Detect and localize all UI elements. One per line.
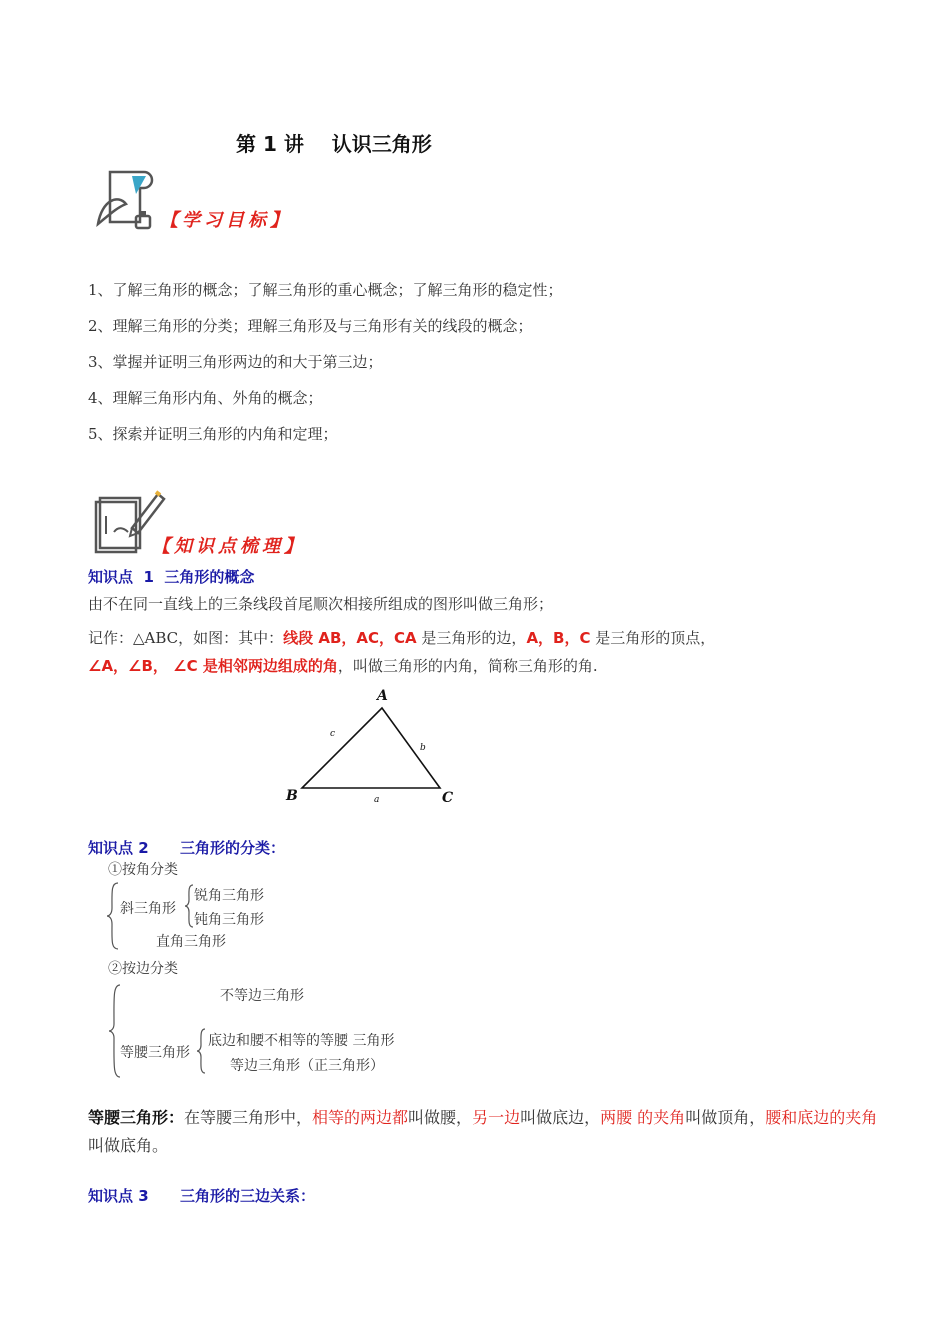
- brace-side-inner: [196, 1028, 206, 1074]
- by-side-label: ②按边分类: [108, 961, 178, 977]
- note-text: 记作：△ABC，如图：其中：: [88, 629, 284, 647]
- note-angles: ∠A，∠B， ∠C 是相邻两边组成的角: [88, 657, 338, 675]
- triangle-figure: [276, 684, 466, 808]
- iso-vertex-angle-term: 两腰 的夹角: [600, 1108, 686, 1127]
- acute-label: 锐角三角形: [194, 888, 264, 904]
- equilateral-label: 等边三角形（正三角形）: [230, 1058, 384, 1074]
- goal-item: 5、探索并证明三角形的内角和定理；: [88, 425, 338, 443]
- scroll-quill-icon: [92, 164, 162, 234]
- brace-angle-inner: [184, 884, 194, 928]
- note-vertices: A，B，C: [526, 629, 591, 647]
- scalene-label: 不等边三角形: [220, 988, 304, 1004]
- obtuse-label: 钝角三角形: [194, 912, 264, 928]
- side-c-label: c: [330, 729, 336, 739]
- isosceles-definition: [88, 1104, 878, 1160]
- iso-text: 叫做腰，: [408, 1108, 473, 1127]
- vertex-a-label: A: [377, 688, 388, 704]
- iso-term: 等腰三角形：: [88, 1108, 185, 1127]
- learning-goals-banner: 【学习目标】: [160, 210, 292, 231]
- page-title: 第 1 讲 认识三角形: [236, 132, 432, 156]
- knowledge-banner: 【知识点梳理】: [152, 536, 306, 557]
- kp3-heading: 知识点 3 三角形的三边关系：: [88, 1187, 315, 1205]
- iso-legs-term: 相等的两边都: [312, 1108, 409, 1127]
- side-a-label: a: [374, 795, 380, 805]
- side-b-label: b: [420, 743, 426, 753]
- kp1-definition: 由不在同一直线上的三条线段首尾顺次相接所组成的图形叫做三角形；: [88, 595, 554, 613]
- oblique-label: 斜三角形: [120, 901, 176, 917]
- iso-base-term: 另一边: [472, 1108, 521, 1127]
- note-text: 是三角形的边，: [416, 629, 527, 647]
- iso-text: 在等腰三角形中，: [184, 1108, 313, 1127]
- iso-non-equilateral-label: 底边和腰不相等的等腰 三角形: [208, 1033, 395, 1049]
- brace-angle-outer: [106, 882, 120, 950]
- iso-text: 叫做顶角，: [685, 1108, 766, 1127]
- iso-text: 叫做底边，: [520, 1108, 601, 1127]
- note-text: ，叫做三角形的内角，简称三角形的角.: [337, 657, 598, 675]
- goal-item: 3、掌握并证明三角形两边的和大于第三边；: [88, 353, 383, 371]
- vertex-b-label: B: [286, 788, 298, 804]
- brace-side-outer: [108, 984, 122, 1078]
- goal-item: 1、了解三角形的概念；了解三角形的重心概念；了解三角形的稳定性；: [88, 281, 563, 299]
- note-sides: 线段 AB，AC，CA: [283, 629, 417, 647]
- by-angle-label: ①按角分类: [108, 862, 178, 878]
- kp2-heading: 知识点 2 三角形的分类：: [88, 839, 285, 857]
- kp1-heading: 知识点 1 三角形的概念: [88, 568, 255, 586]
- kp1-note: [88, 624, 888, 680]
- iso-text: 叫做底角。: [88, 1136, 169, 1155]
- vertex-c-label: C: [442, 790, 454, 806]
- isosceles-label: 等腰三角形: [120, 1045, 190, 1061]
- iso-base-angle-term: 腰和底边的夹角: [765, 1108, 878, 1127]
- note-text: 是三角形的顶点，: [590, 629, 716, 647]
- goal-item: 4、理解三角形内角、外角的概念；: [88, 389, 323, 407]
- right-label: 直角三角形: [156, 934, 226, 950]
- goal-item: 2、理解三角形的分类；理解三角形及与三角形有关的线段的概念；: [88, 317, 533, 335]
